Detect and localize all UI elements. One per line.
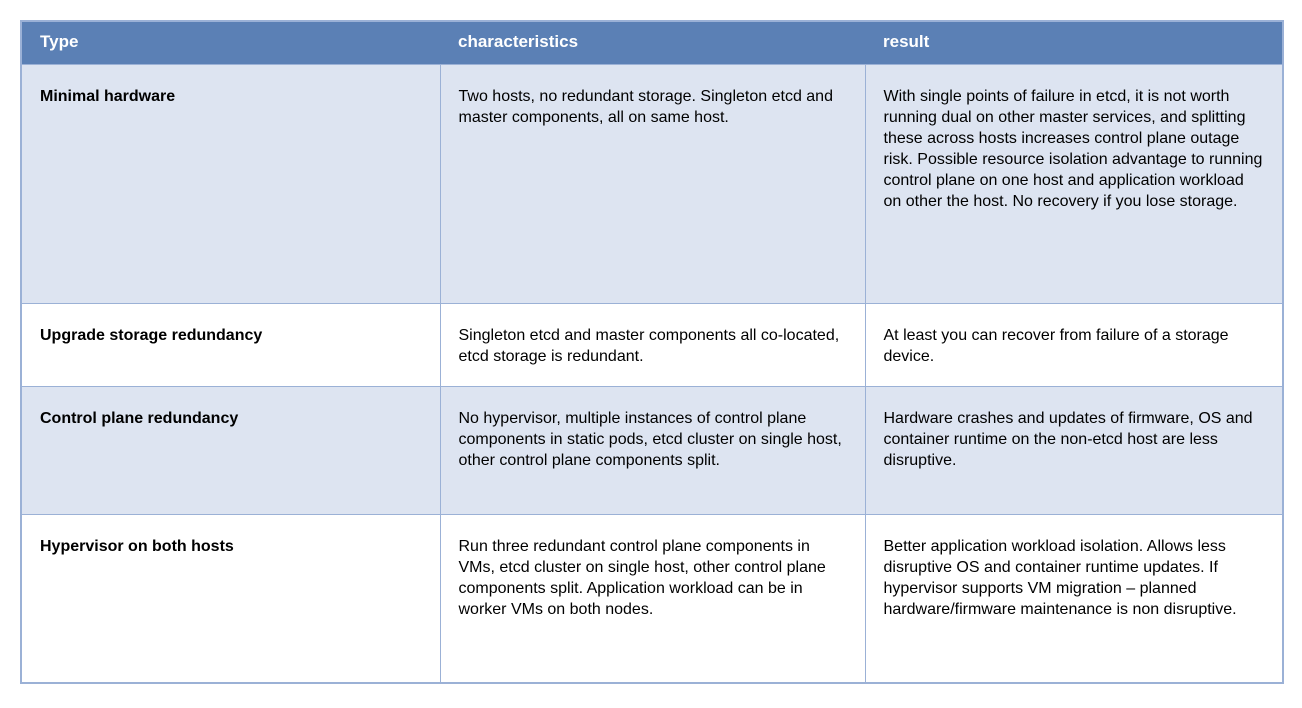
cell-type: Hypervisor on both hosts: [21, 515, 440, 683]
cell-type: Upgrade storage redundancy: [21, 304, 440, 387]
comparison-table: [20, 20, 1284, 684]
cell-type: Control plane redundancy: [21, 387, 440, 515]
cell-characteristics: Singleton etcd and master components all co-located, etcd storage is redundant.: [440, 304, 865, 387]
table-row: [21, 304, 1283, 387]
cell-result: With single points of failure in etcd, it is not worth running dual on other master services, and splitting these across hosts increases control plane outage risk. Possible resource isolation advantage to running control plane on one host and application workload on other the host. No recovery if you lose storage.: [865, 65, 1283, 304]
header-row: [21, 21, 1283, 65]
cell-result: At least you can recover from failure of a storage device.: [865, 304, 1283, 387]
column-header-type: Type: [21, 21, 440, 65]
table-row: [21, 387, 1283, 515]
column-header-result: result: [865, 21, 1283, 65]
cell-type: Minimal hardware: [21, 65, 440, 304]
column-header-characteristics: characteristics: [440, 21, 865, 65]
table-row: [21, 515, 1283, 683]
cell-result: Better application workload isolation. Allows less disruptive OS and container runtime updates. If hypervisor supports VM migration – planned hardware/firmware maintenance is non disruptive.: [865, 515, 1283, 683]
cell-characteristics: No hypervisor, multiple instances of control plane components in static pods, etcd cluster on single host, other control plane components split.: [440, 387, 865, 515]
cell-characteristics: Run three redundant control plane components in VMs, etcd cluster on single host, other control plane components split. Application workload can be in worker VMs on both nodes.: [440, 515, 865, 683]
table-row: [21, 65, 1283, 304]
cell-characteristics: Two hosts, no redundant storage. Singleton etcd and master components, all on same host.: [440, 65, 865, 304]
cell-result: Hardware crashes and updates of firmware, OS and container runtime on the non-etcd host are less disruptive.: [865, 387, 1283, 515]
